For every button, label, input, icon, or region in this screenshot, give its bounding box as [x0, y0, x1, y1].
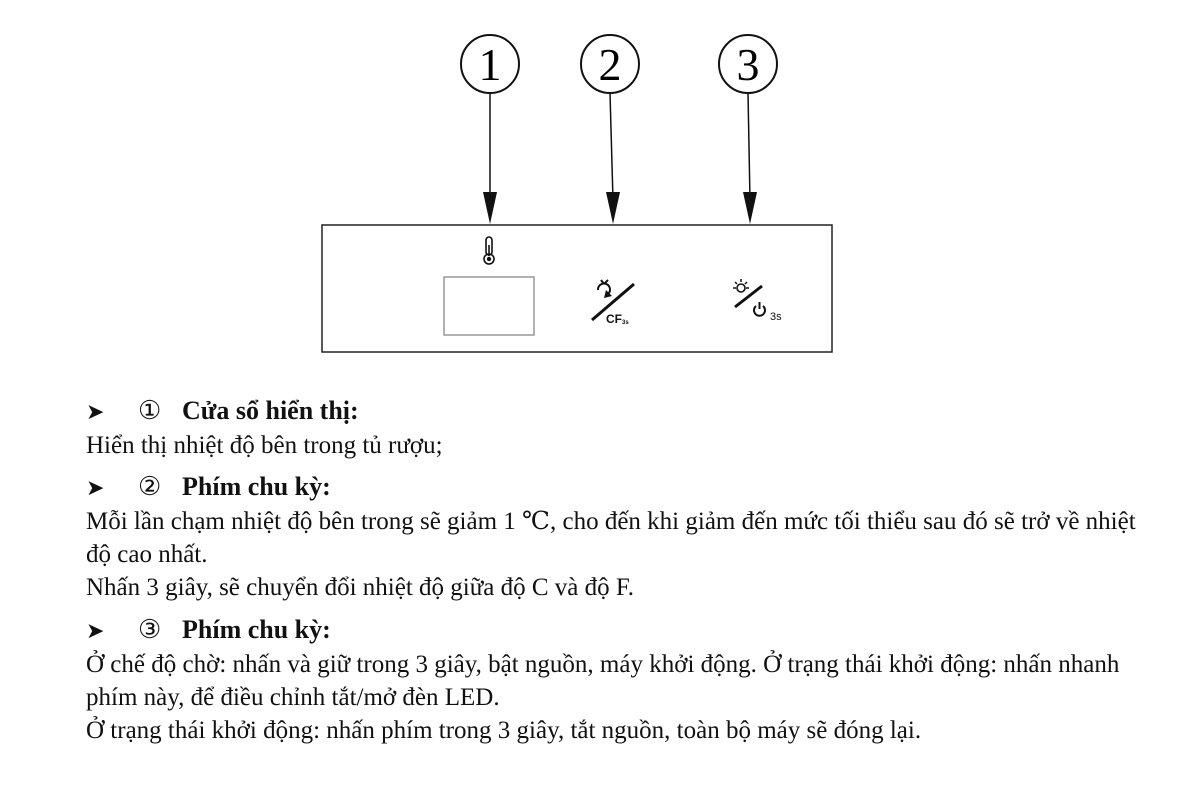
section-power-button	[86, 613, 1166, 747]
section-paragraph: Mỗi lần chạm nhiệt độ bên trong sẽ giảm 1 ℃, cho đến khi giảm đến mức tối thiểu sau đó sẽ trở về nhiệt độ cao nhất.	[86, 508, 1136, 568]
section-number: ②	[138, 472, 162, 501]
control-panel	[322, 225, 832, 352]
section-paragraph: Ở trạng thái khởi động: nhấn phím trong 3 giây, tắt nguồn, toàn bộ máy sẽ đóng lại.	[86, 717, 922, 744]
section-title: Cửa sổ hiển thị:	[182, 396, 359, 425]
callout-2	[581, 35, 639, 93]
section-paragraph: Ở chế độ chờ: nhấn và giữ trong 3 giây, bật nguồn, máy khởi động. Ở trạng thái khởi động: nhấn nhanh phím này, để điều chỉnh tắt/mở đèn LED.	[86, 651, 1120, 711]
leader-arrow-2	[606, 93, 620, 224]
bullet-arrow-icon: ➤	[86, 475, 105, 500]
section-heading	[86, 613, 1166, 648]
svg-text:1: 1	[478, 39, 502, 90]
section-paragraph: Nhấn 3 giây, sẽ chuyển đổi nhiệt độ giữa độ C và độ F.	[86, 574, 635, 601]
section-paragraph: Hiển thị nhiệt độ bên trong tủ rượu;	[86, 432, 443, 459]
section-title: Phím chu kỳ:	[182, 472, 331, 501]
display-window	[444, 277, 534, 335]
control-panel-diagram	[0, 0, 1200, 370]
svg-text:2: 2	[598, 39, 622, 90]
section-heading	[86, 470, 1166, 505]
section-number: ①	[138, 396, 162, 425]
callout-1	[461, 35, 519, 93]
leader-arrow-3	[743, 93, 757, 224]
section-display-window	[86, 394, 1166, 462]
leader-arrow-1	[483, 93, 497, 224]
callout-3	[719, 35, 777, 93]
svg-text:3: 3	[736, 39, 760, 90]
svg-text:3s: 3s	[770, 311, 782, 323]
svg-text:CF3s: CF3s	[606, 312, 629, 326]
section-cycle-button	[86, 470, 1166, 604]
section-heading	[86, 394, 1166, 429]
section-number: ③	[138, 615, 162, 644]
bullet-arrow-icon: ➤	[86, 618, 105, 643]
section-title: Phím chu kỳ:	[182, 615, 331, 644]
bullet-arrow-icon: ➤	[86, 399, 105, 424]
